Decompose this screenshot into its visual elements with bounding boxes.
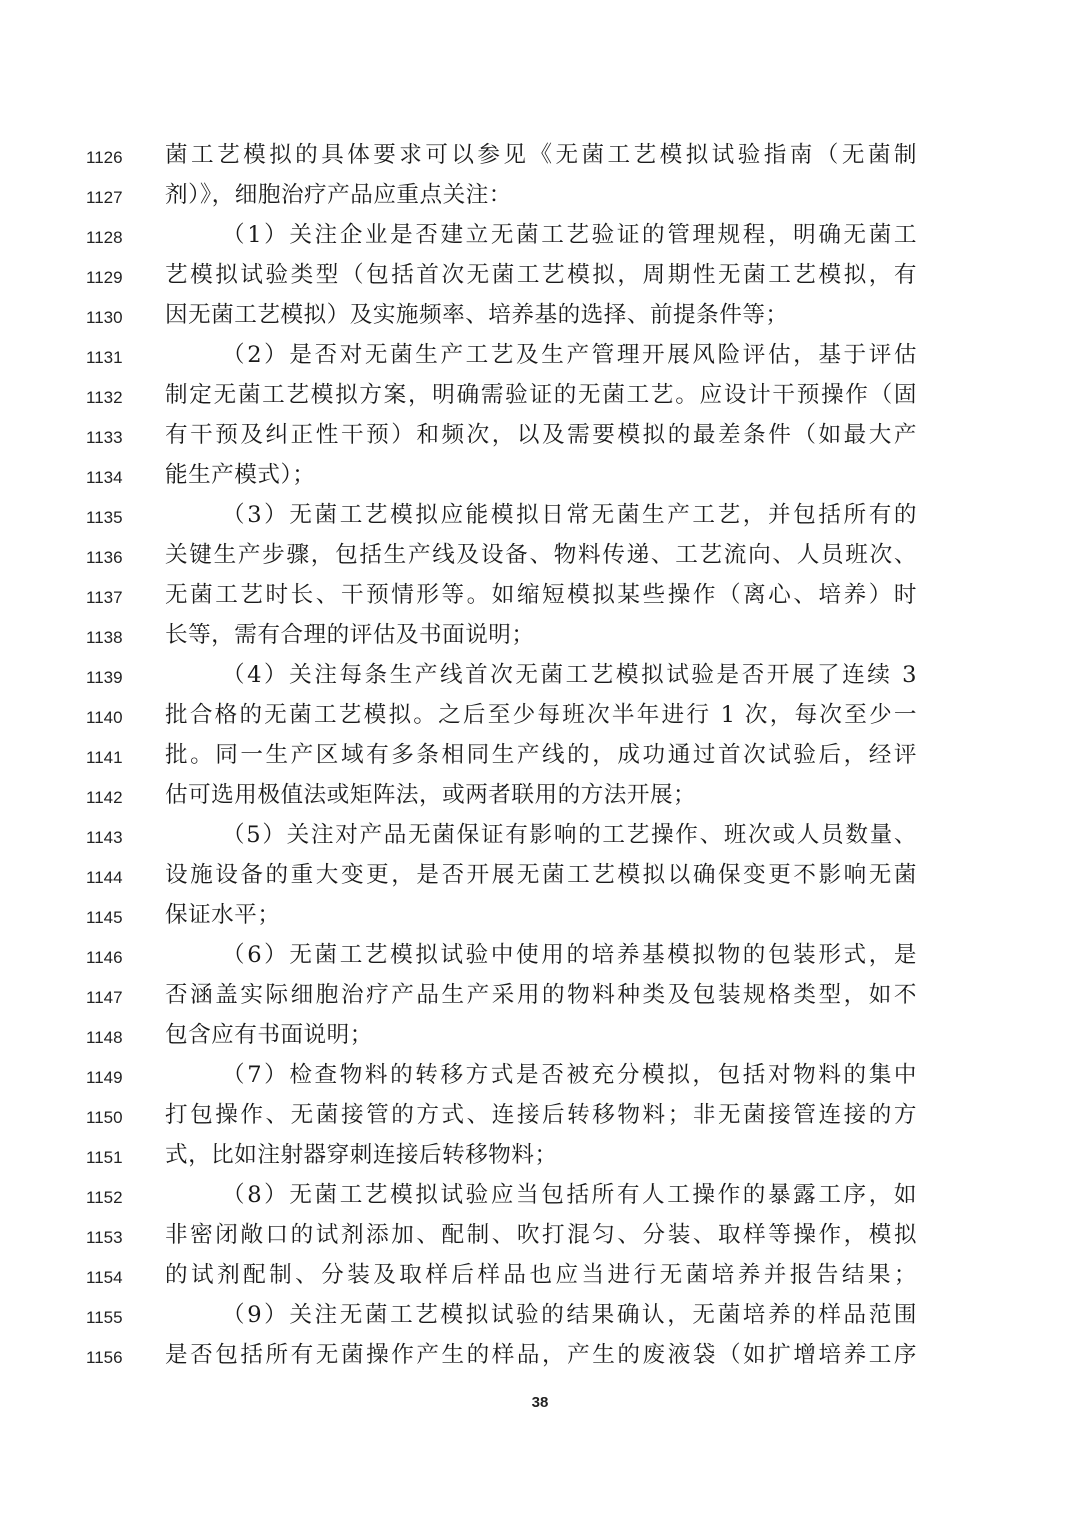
line-number: 1137 [86, 588, 123, 607]
document-line [0, 496, 1080, 536]
line-text: 因无菌工艺模拟）及实施频率、培养基的选择、前提条件等； [165, 302, 789, 328]
line-number: 1130 [86, 308, 123, 327]
document-line [0, 416, 1080, 456]
line-text: （4）关注每条生产线首次无菌工艺模拟试验是否开展了连续 3 [222, 662, 917, 688]
line-text: （7）检查物料的转移方式是否被充分模拟，包括对物料的集中 [222, 1062, 917, 1088]
line-number: 1138 [86, 628, 123, 647]
line-number: 1154 [86, 1268, 123, 1287]
line-number: 1148 [86, 1028, 123, 1047]
line-number: 1127 [86, 188, 123, 207]
line-text: 否涵盖实际细胞治疗产品生产采用的物料种类及包装规格类型，如不 [165, 982, 917, 1008]
document-line [0, 1216, 1080, 1256]
document-line [0, 176, 1080, 216]
line-text: 菌工艺模拟的具体要求可以参见《无菌工艺模拟试验指南（无菌制 [165, 142, 917, 168]
line-text: 无菌工艺时长、干预情形等。如缩短模拟某些操作（离心、培养）时 [165, 582, 917, 608]
line-number: 1150 [86, 1108, 123, 1127]
line-number: 1128 [86, 228, 123, 247]
document-line [0, 1096, 1080, 1136]
line-number: 1145 [86, 908, 123, 927]
line-number: 1142 [86, 788, 123, 807]
document-line [0, 976, 1080, 1016]
line-text: 估可选用极值法或矩阵法，或两者联用的方法开展； [165, 782, 697, 808]
document-line [0, 576, 1080, 616]
document-line [0, 336, 1080, 376]
line-number: 1151 [86, 1148, 123, 1167]
document-line [0, 736, 1080, 776]
line-number: 1149 [86, 1068, 123, 1087]
line-number: 1156 [86, 1348, 123, 1367]
line-number: 1155 [86, 1308, 123, 1327]
document-line [0, 1256, 1080, 1296]
line-text: 制定无菌工艺模拟方案，明确需验证的无菌工艺。应设计干预操作（固 [165, 382, 917, 408]
line-text: （3）无菌工艺模拟应能模拟日常无菌生产工艺，并包括所有的 [222, 502, 917, 528]
document-line [0, 376, 1080, 416]
line-number: 1134 [86, 468, 123, 487]
line-number: 1129 [86, 268, 123, 287]
page-number: 38 [531, 1394, 549, 1411]
line-number: 1146 [86, 948, 123, 967]
line-text: 的试剂配制、分装及取样后样品也应当进行无菌培养并报告结果； [165, 1262, 917, 1288]
document-line [0, 1016, 1080, 1056]
line-number: 1147 [86, 988, 123, 1007]
document-line [0, 616, 1080, 656]
document-line [0, 216, 1080, 256]
document-line [0, 856, 1080, 896]
line-number: 1132 [86, 388, 123, 407]
document-line [0, 816, 1080, 856]
document-line [0, 1296, 1080, 1336]
line-text: 设施设备的重大变更，是否开展无菌工艺模拟以确保变更不影响无菌 [165, 862, 917, 888]
line-text: （1）关注企业是否建立无菌工艺验证的管理规程，明确无菌工 [222, 222, 917, 248]
line-text: 式，比如注射器穿刺连接后转移物料； [165, 1142, 558, 1168]
document-line [0, 1176, 1080, 1216]
line-number: 1135 [86, 508, 123, 527]
line-number: 1131 [86, 348, 123, 367]
line-number: 1143 [86, 828, 123, 847]
document-line [0, 136, 1080, 176]
document-line [0, 696, 1080, 736]
document-line [0, 656, 1080, 696]
document-line [0, 536, 1080, 576]
line-text: 打包操作、无菌接管的方式、连接后转移物料；非无菌接管连接的方 [165, 1102, 917, 1128]
line-text: （8）无菌工艺模拟试验应当包括所有人工操作的暴露工序，如 [222, 1182, 917, 1208]
line-number: 1144 [86, 868, 123, 887]
line-number: 1133 [86, 428, 123, 447]
line-text: 批合格的无菌工艺模拟。之后至少每班次半年进行 1 次，每次至少一 [165, 702, 917, 728]
line-text: （9）关注无菌工艺模拟试验的结果确认，无菌培养的样品范围 [222, 1302, 917, 1328]
line-number: 1140 [86, 708, 123, 727]
line-text: （5）关注对产品无菌保证有影响的工艺操作、班次或人员数量、 [222, 822, 917, 848]
document-line [0, 1056, 1080, 1096]
line-text: 关键生产步骤，包括生产线及设备、物料传递、工艺流向、人员班次、 [165, 542, 917, 568]
document-line [0, 1336, 1080, 1376]
document-line [0, 776, 1080, 816]
line-number: 1136 [86, 548, 123, 567]
line-text: 包含应有书面说明； [165, 1022, 373, 1048]
line-text: 非密闭敞口的试剂添加、配制、吹打混匀、分装、取样等操作，模拟 [165, 1222, 917, 1248]
line-number: 1126 [86, 148, 123, 167]
line-text: 能生产模式）； [165, 462, 316, 488]
line-text: 保证水平； [165, 902, 281, 928]
line-number: 1152 [86, 1188, 123, 1207]
line-text: 长等，需有合理的评估及书面说明； [165, 622, 535, 648]
line-number: 1139 [86, 668, 123, 687]
line-text: 有干预及纠正性干预）和频次，以及需要模拟的最差条件（如最大产 [165, 422, 917, 448]
document-line [0, 296, 1080, 336]
line-text: （6）无菌工艺模拟试验中使用的培养基模拟物的包装形式，是 [222, 942, 917, 968]
text-body [0, 136, 1080, 1376]
line-text: （2）是否对无菌生产工艺及生产管理开展风险评估，基于评估 [222, 342, 917, 368]
line-number: 1141 [86, 748, 123, 767]
document-line [0, 1136, 1080, 1176]
line-text: 艺模拟试验类型（包括首次无菌工艺模拟，周期性无菌工艺模拟，有 [165, 262, 917, 288]
line-text: 是否包括所有无菌操作产生的样品，产生的废液袋（如扩增培养工序 [165, 1342, 917, 1368]
document-line [0, 896, 1080, 936]
document-line [0, 456, 1080, 496]
document-line [0, 936, 1080, 976]
line-text: 剂）》，细胞治疗产品应重点关注： [165, 182, 512, 208]
document-line [0, 256, 1080, 296]
line-text: 批。同一生产区域有多条相同生产线的，成功通过首次试验后，经评 [165, 742, 917, 768]
line-number: 1153 [86, 1228, 123, 1247]
